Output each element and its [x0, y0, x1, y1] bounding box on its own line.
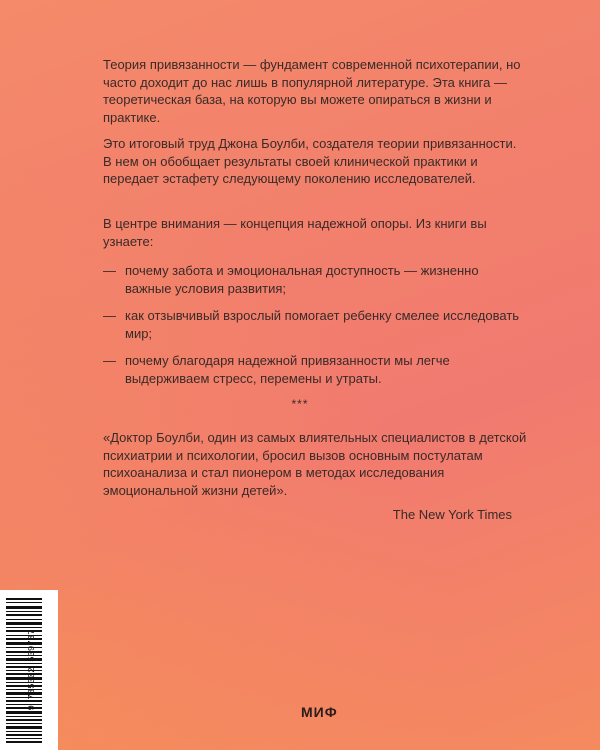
list-item	[103, 262, 523, 297]
bullet-dash: —	[103, 353, 116, 368]
publisher-logo: МИФ	[301, 704, 338, 720]
bullet-list	[103, 262, 523, 397]
bullet-text: почему забота и эмоциональная доступность — жизненно важные условия развития;	[125, 263, 479, 296]
focus-paragraph: В центре внимания — концепция надежной опоры. Из книги вы узнаете:	[103, 216, 487, 249]
section-separator: ***	[291, 397, 309, 411]
barcode	[0, 590, 58, 750]
list-item	[103, 352, 523, 387]
bullet-dash: —	[103, 308, 116, 323]
bullet-text: почему благодаря надежной привязанности мы легче выдерживаем стресс, перемены и утраты.	[125, 353, 450, 386]
barcode-digits: 9 785002 509737	[27, 629, 37, 711]
bullet-dash: —	[103, 263, 116, 278]
review-quote: «Доктор Боулби, один из самых влиятельных специалистов в детской психиатрии и психологии, бросил вызов основным постулатам психоанализа и стал пионером в методах исследования эмоциональной жизни детей».	[103, 430, 527, 498]
list-item	[103, 307, 523, 342]
bullet-text: как отзывчивый взрослый помогает ребенку смелее исследовать мир;	[125, 308, 520, 341]
author-paragraph: Это итоговый труд Джона Боулби, создателя теории привязанности. В нем он обобщает результаты своей клинической практики и передает эстафету следующему поколению исследователей.	[103, 136, 517, 186]
quote-source: The New York Times	[392, 507, 512, 522]
intro-paragraph: Теория привязанности — фундамент современной психотерапии, но часто доходит до нас лишь в популярной литературе. Эта книга — теоретическая база, на которую вы можете опираться в жизни и практике.	[103, 57, 521, 125]
